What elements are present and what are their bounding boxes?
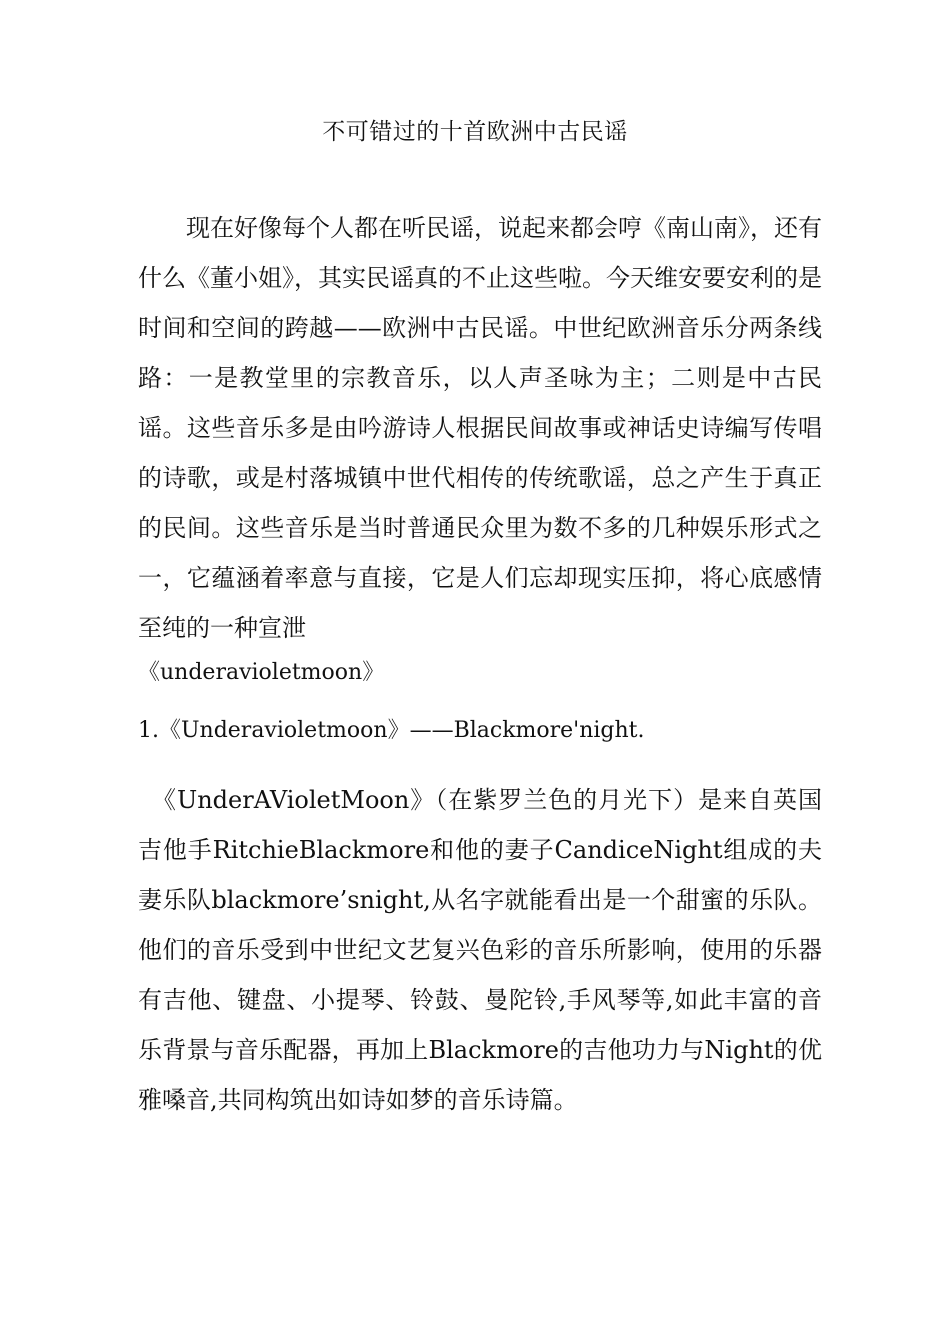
song-subtitle: 《underavioletmoon》 <box>138 660 385 685</box>
song-description-paragraph: 《UnderAVioletMoon》（在紫罗兰色的月光下）是来自英国吉他手RitchieBlackmore和他的妻子CandiceNight组成的夫妻乐队blackmore’snight,从名字就能看出是一个甜蜜的乐队。他们的音乐受到中世纪文艺复兴色彩的音乐所影响，使用的乐器有吉他、键盘、小提琴、铃鼓、曼陀铃,手风琴等,如此丰富的音乐背景与音乐配器，再加上Blackmore的吉他功力与Night的优雅嗓音,共同构筑出如诗如梦的音乐诗篇。 <box>138 786 822 1114</box>
document-title: 不可错过的十首欧洲中古民谣 <box>322 119 628 145</box>
song-heading: 1.《Underavioletmoon》——Blackmore'night. <box>138 718 645 743</box>
intro-paragraph: 现在好像每个人都在听民谣，说起来都会哼《南山南》，还有什么《董小姐》，其实民谣真的不止这些啦。今天维安要安利的是时间和空间的跨越——欧洲中古民谣。中世纪欧洲音乐分两条线路：一是教堂里的宗教音乐，以人声圣咏为主；二则是中古民谣。这些音乐多是由吟游诗人根据民间故事或神话史诗编写传唱的诗歌，或是村落城镇中世代相传的传统歌谣，总之产生于真正的民间。这些音乐是当时普通民众里为数不多的几种娱乐形式之一，它蕴涵着率意与直接，它是人们忘却现实压抑，将心底感情至纯的一种宣泄 <box>138 214 822 642</box>
